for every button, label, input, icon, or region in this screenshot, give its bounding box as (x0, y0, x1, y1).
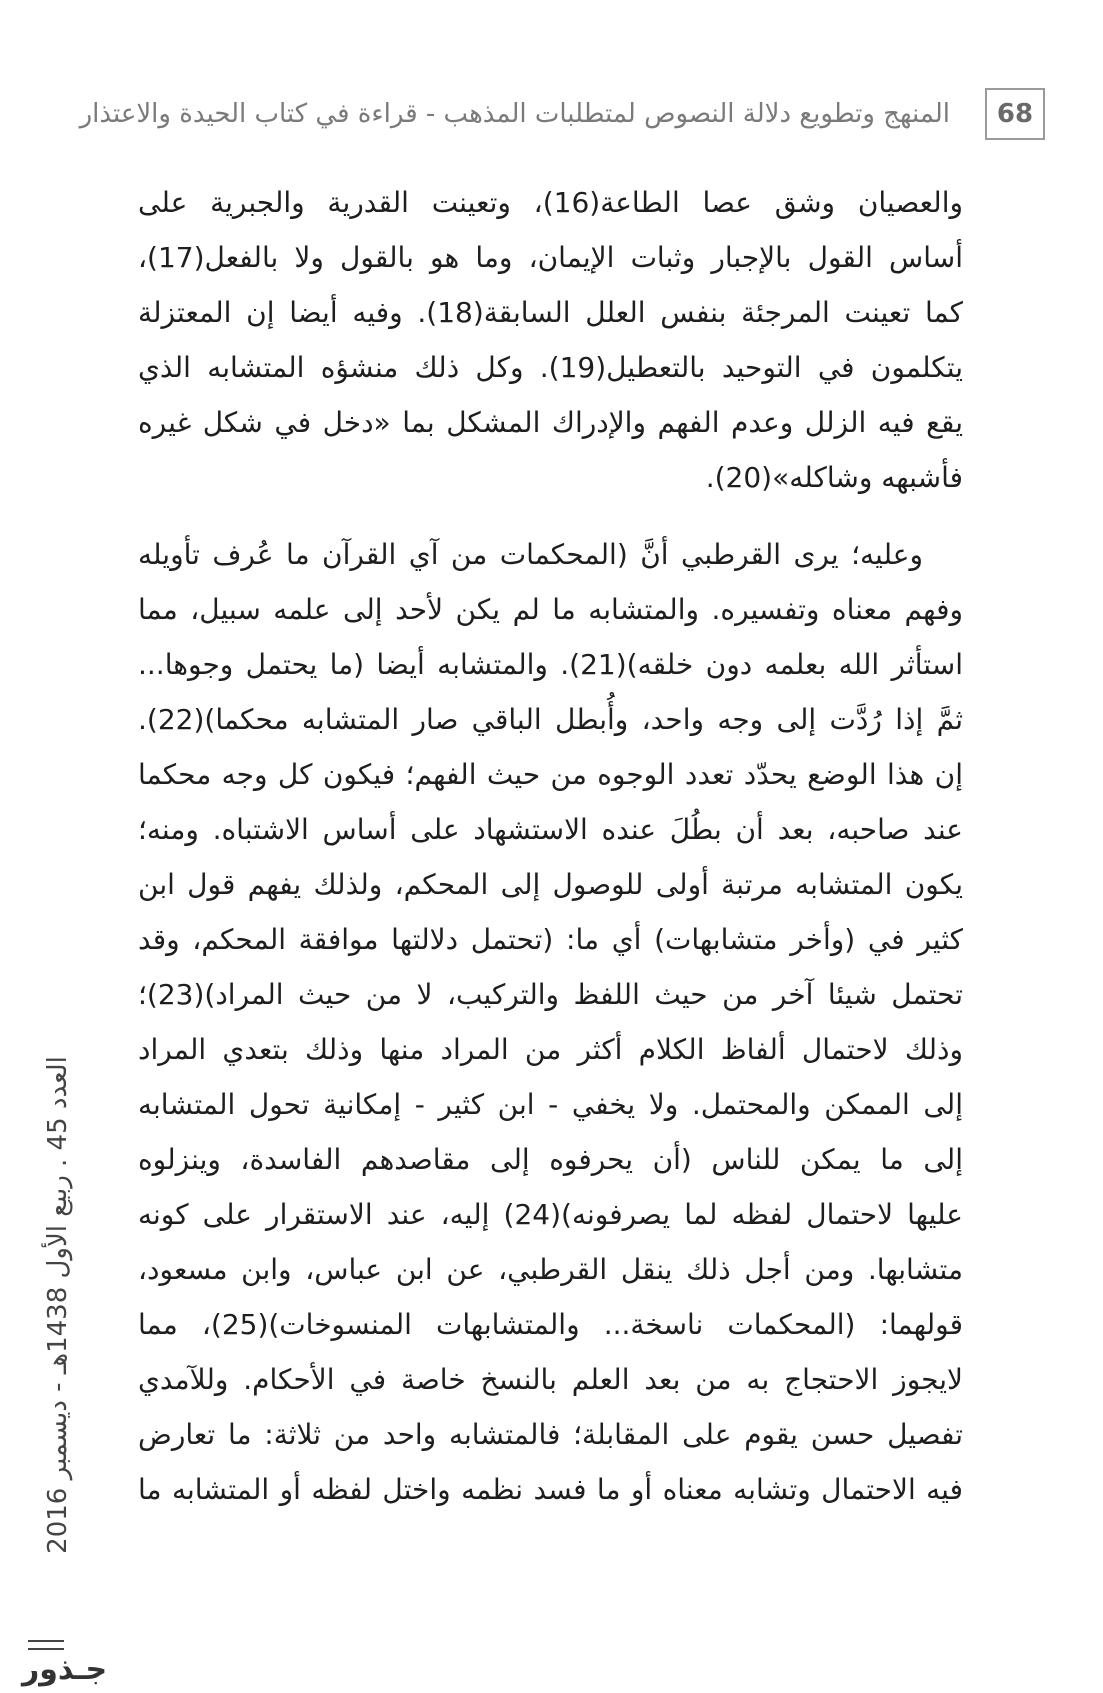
text-line: إلى ما يمكن للناس (أن يحرفوه إلى مقاصدهم الفاسدة، وينزلوه (138, 1143, 963, 1176)
text-line: يقع فيه الزلل وعدم الفهم والإدراك المشكل بما «دخل في شكل غيره (138, 406, 963, 439)
page-header (79, 84, 1045, 154)
text-line: تفصيل حسن يقوم على المقابلة؛ فالمتشابه واحد من ثلاثة: ما تعارض (138, 1418, 963, 1451)
text-line: كما تعينت المرجئة بنفس العلل السابقة(18). وفيه أيضا إن المعتزلة (138, 296, 963, 329)
text-line: ثمَّ إذا رُدَّت إلى وجه واحد، وأُبطل الباقي صار المتشابه محكما)(22). (138, 703, 963, 736)
page-number: 68 (985, 88, 1045, 140)
running-title: المنهج وتطويع دلالة النصوص لمتطلبات المذهب - قراءة في كتاب الحيدة والاعتذار (79, 99, 950, 129)
text-line: وذلك لاحتمال ألفاظ الكلام أكثر من المراد منها وذلك بتعدي المراد (138, 1033, 963, 1066)
text-line: إلى الممكن والمحتمل. ولا يخفي - ابن كثير - إمكانية تحول المتشابه (138, 1088, 963, 1121)
paragraph-2 (138, 527, 963, 1517)
text-line: أساس القول بالإجبار وثبات الإيمان، وما هو بالقول ولا بالفعل(17)، (138, 241, 963, 274)
article-body (138, 175, 963, 1517)
text-line: متشابها. ومن أجل ذلك ينقل القرطبي، عن ابن عباس، وابن مسعود، (138, 1253, 963, 1286)
text-line: استأثر الله بعلمه دون خلقه)(21). والمتشابه أيضا (ما يحتمل وجوها... (138, 648, 963, 681)
text-line: فيه الاحتمال وتشابه معناه أو ما فسد نظمه واختل لفظه أو المتشابه ما (138, 1473, 963, 1506)
text-line: تحتمل شيئا آخر من حيث اللفظ والتركيب، لا من حيث المراد)(23)؛ (138, 978, 963, 1011)
side-divider (28, 1640, 64, 1650)
issue-label (38, 975, 78, 1635)
text-line: عند صاحبه، بعد أن بطُلَ عنده الاستشهاد على أساس الاشتباه. ومنه؛ (138, 813, 963, 846)
text-line: كثير في (وأخر متشابهات) أي ما: (تحتمل دلالتها موافقة المحكم، وقد (138, 923, 963, 956)
text-line: عليها لاحتمال لفظه لما يصرفونه)(24) إليه، عند الاستقرار على كونه (138, 1198, 963, 1231)
text-line: يكون المتشابه مرتبة أولى للوصول إلى المحكم، ولذلك يفهم قول ابن (138, 868, 963, 901)
text-line: فأشبهه وشاكله»(20). (705, 461, 963, 494)
text-line: قولهما: (المحكمات ناسخة... والمتشابهات المنسوخات)(25)، مما (138, 1308, 963, 1341)
issue-label-text: العدد 45 . ربيع الأول 1438هـ - ديسمبر 2016 (43, 1056, 73, 1554)
journal-logo: جـذور (22, 1652, 108, 1687)
text-line: لايجوز الاحتجاج به من بعد العلم بالنسخ خاصة في الأحكام. وللآمدي (138, 1363, 963, 1396)
text-line: وعليه؛ يرى القرطبي أنَّ (المحكمات من آي القرآن ما عُرف تأويله (138, 538, 923, 571)
paragraph-spacer (138, 505, 963, 527)
paragraph-1 (138, 175, 963, 505)
text-line: يتكلمون في التوحيد بالتعطيل(19). وكل ذلك منشؤه المتشابه الذي (138, 351, 963, 384)
text-line: وفهم معناه وتفسيره. والمتشابه ما لم يكن لأحد إلى علمه سبيل، مما (138, 593, 963, 626)
text-line: إن هذا الوضع يحدّد تعدد الوجوه من حيث الفهم؛ فيكون كل وجه محكما (138, 758, 963, 791)
text-line: والعصيان وشق عصا الطاعة(16)، وتعينت القدرية والجبرية على (138, 186, 963, 219)
